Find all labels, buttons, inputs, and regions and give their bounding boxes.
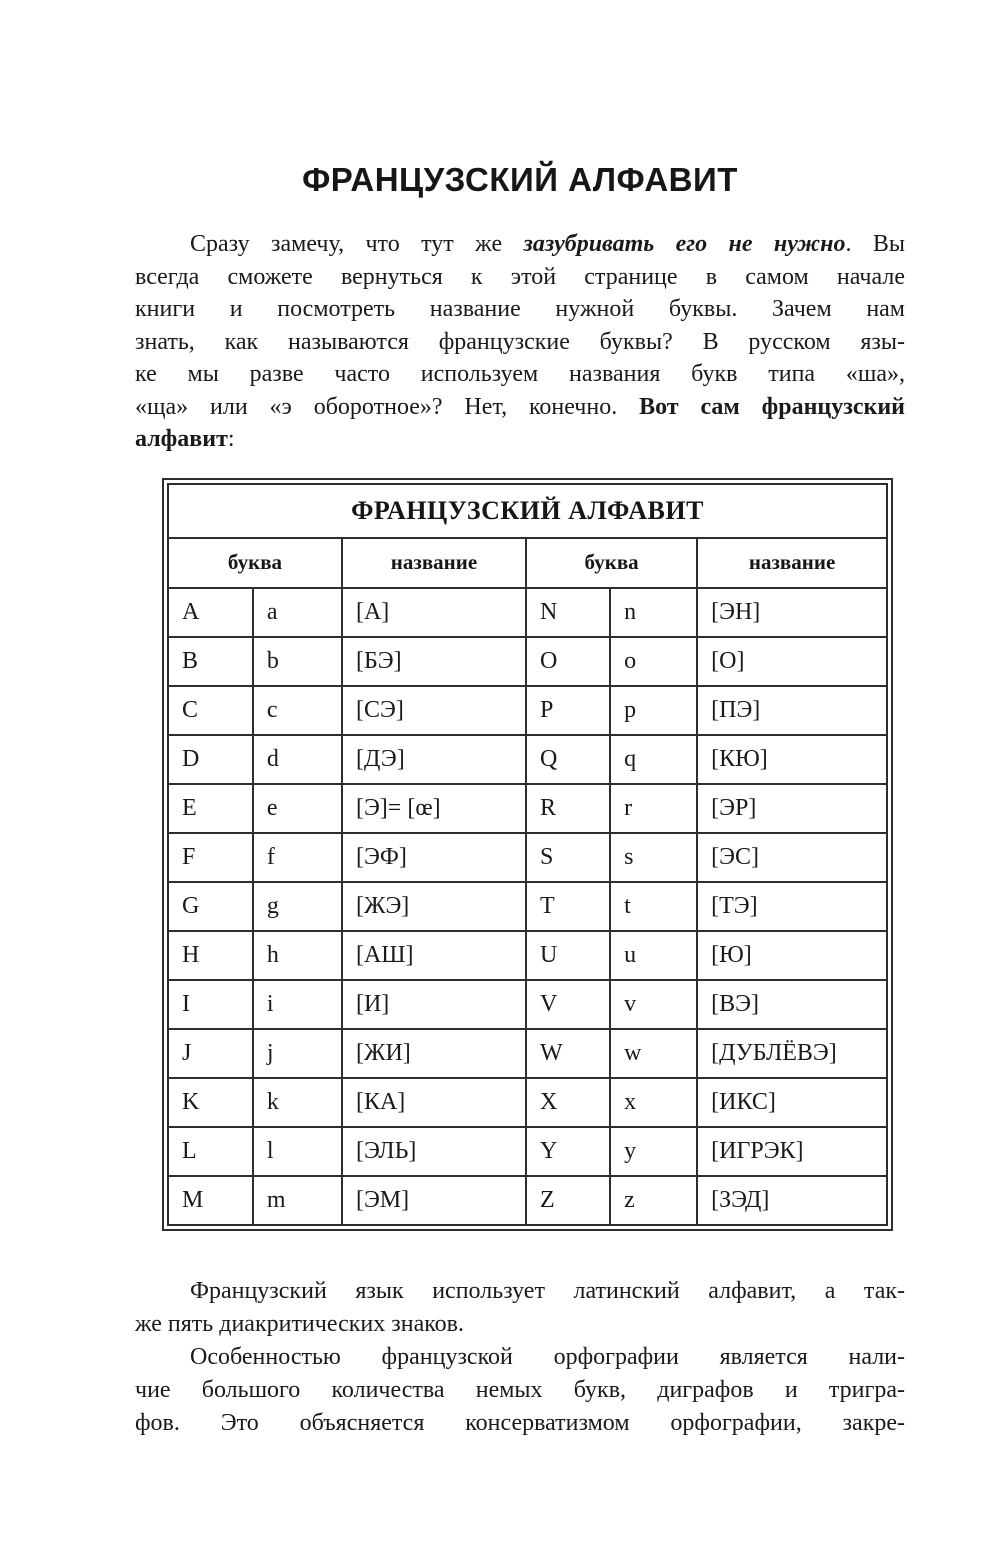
letter-name: [СЭ] (342, 686, 526, 735)
letter-name: [Ю] (697, 931, 887, 980)
outro-paragraph-2-line (135, 1374, 905, 1407)
letter-lowercase: n (610, 588, 697, 637)
table-row (168, 980, 887, 1029)
letter-uppercase: Z (526, 1176, 610, 1225)
letter-name: [Э]= [œ] (342, 784, 526, 833)
letter-uppercase: K (168, 1078, 253, 1127)
letter-uppercase: B (168, 637, 253, 686)
letter-lowercase: b (253, 637, 342, 686)
column-header: буква (526, 538, 697, 588)
letter-name: [ЖЭ] (342, 882, 526, 931)
letter-name: [ДЭ] (342, 735, 526, 784)
intro-line (135, 293, 905, 326)
letter-uppercase: R (526, 784, 610, 833)
letter-uppercase: T (526, 882, 610, 931)
letter-lowercase: x (610, 1078, 697, 1127)
table-title-row (168, 484, 887, 538)
letter-name: [ЭМ] (342, 1176, 526, 1225)
alphabet-rows (168, 588, 887, 1225)
letter-uppercase: H (168, 931, 253, 980)
letter-lowercase: p (610, 686, 697, 735)
letter-name: [А] (342, 588, 526, 637)
letter-name: [ИКС] (697, 1078, 887, 1127)
outro-paragraph-2-line (135, 1341, 905, 1374)
letter-name: [И] (342, 980, 526, 1029)
text-segment: фов. Это объясняется консерватизмом орфографии, закре- (135, 1409, 905, 1436)
letter-uppercase: Q (526, 735, 610, 784)
letter-lowercase: y (610, 1127, 697, 1176)
letter-lowercase: i (253, 980, 342, 1029)
column-header: название (342, 538, 526, 588)
letter-uppercase: C (168, 686, 253, 735)
letter-name: [КЮ] (697, 735, 887, 784)
letter-uppercase: F (168, 833, 253, 882)
letter-name: [ЭР] (697, 784, 887, 833)
column-header: буква (168, 538, 342, 588)
letter-name: [ДУБЛЁВЭ] (697, 1029, 887, 1078)
table-row (168, 588, 887, 637)
letter-uppercase: Y (526, 1127, 610, 1176)
table-row (168, 833, 887, 882)
text-segment: Особенностью французской орфографии является нали- (190, 1343, 905, 1370)
letter-lowercase: s (610, 833, 697, 882)
letter-uppercase: V (526, 980, 610, 1029)
letter-name: [ЗЭД] (697, 1176, 887, 1225)
text-segment: же пять диакритических знаков. (135, 1310, 465, 1337)
letter-name: [ВЭ] (697, 980, 887, 1029)
letter-lowercase: r (610, 784, 697, 833)
letter-name: [ЭН] (697, 588, 887, 637)
letter-lowercase: g (253, 882, 342, 931)
text-segment: зазубривать его не нужно (523, 231, 846, 257)
letter-uppercase: P (526, 686, 610, 735)
page-title: ФРАНЦУЗСКИЙ АЛФАВИТ (302, 161, 738, 198)
letter-lowercase: t (610, 882, 697, 931)
letter-lowercase: u (610, 931, 697, 980)
table-row (168, 784, 887, 833)
letter-name: [ЖИ] (342, 1029, 526, 1078)
letter-lowercase: l (253, 1127, 342, 1176)
intro-line (135, 423, 905, 456)
text-segment: «ща» или «э оборотное»? Нет, конечно. (135, 393, 640, 420)
letter-uppercase: O (526, 637, 610, 686)
letter-lowercase: a (253, 588, 342, 637)
letter-name: [ЭФ] (342, 833, 526, 882)
text-segment: книги и посмотреть название нужной буквы. Зачем нам (135, 296, 905, 322)
text-segment: Французский язык использует латинский алфавит, а так- (190, 1277, 905, 1304)
outro-paragraph-2-line (135, 1407, 905, 1440)
letter-uppercase: A (168, 588, 253, 637)
letter-lowercase: q (610, 735, 697, 784)
table-row (168, 735, 887, 784)
letter-name: [БЭ] (342, 637, 526, 686)
letter-uppercase: E (168, 784, 253, 833)
letter-lowercase: j (253, 1029, 342, 1078)
letter-lowercase: e (253, 784, 342, 833)
letter-name: [ИГРЭК] (697, 1127, 887, 1176)
letter-lowercase: f (253, 833, 342, 882)
text-segment: чие большого количества немых букв, диграфов и тригра- (135, 1376, 905, 1403)
table-row (168, 1176, 887, 1225)
letter-lowercase: k (253, 1078, 342, 1127)
text-segment: ке мы разве часто используем названия букв типа «ша», (135, 361, 905, 387)
letter-uppercase: G (168, 882, 253, 931)
letter-lowercase: v (610, 980, 697, 1029)
alphabet-table-frame (162, 478, 893, 1231)
letter-uppercase: S (526, 833, 610, 882)
letter-name: [АШ] (342, 931, 526, 980)
column-header-row (168, 538, 887, 588)
table-row (168, 686, 887, 735)
letter-uppercase: W (526, 1029, 610, 1078)
alphabet-table (167, 483, 888, 1226)
table-row (168, 1078, 887, 1127)
letter-name: [КА] (342, 1078, 526, 1127)
intro-line (135, 358, 905, 391)
text-segment: знать, как называются французские буквы? В русском язы- (135, 328, 905, 355)
letter-lowercase: h (253, 931, 342, 980)
letter-lowercase: w (610, 1029, 697, 1078)
letter-lowercase: m (253, 1176, 342, 1225)
text-segment: всегда сможете вернуться к этой странице в самом начале (135, 263, 905, 290)
text-segment: Вот сам французский (639, 393, 906, 420)
table-row (168, 1029, 887, 1078)
text-segment: : (227, 426, 235, 452)
letter-uppercase: X (526, 1078, 610, 1127)
letter-uppercase: N (526, 588, 610, 637)
letter-uppercase: L (168, 1127, 253, 1176)
letter-lowercase: c (253, 686, 342, 735)
intro-paragraph (135, 228, 905, 456)
letter-name: [О] (697, 637, 887, 686)
outro-paragraph-1-line (135, 1308, 905, 1341)
letter-uppercase: J (168, 1029, 253, 1078)
table-row (168, 882, 887, 931)
letter-uppercase: M (168, 1176, 253, 1225)
letter-name: [ПЭ] (697, 686, 887, 735)
letter-name: [ТЭ] (697, 882, 887, 931)
intro-line (135, 326, 905, 359)
letter-lowercase: o (610, 637, 697, 686)
letter-uppercase: I (168, 980, 253, 1029)
table-row (168, 1127, 887, 1176)
text-segment: . Вы (845, 231, 906, 257)
letter-uppercase: D (168, 735, 253, 784)
letter-name: [ЭС] (697, 833, 887, 882)
table-row (168, 931, 887, 980)
intro-line (135, 391, 905, 424)
column-header: название (697, 538, 887, 588)
intro-line (135, 228, 905, 261)
intro-line (135, 261, 905, 294)
letter-lowercase: d (253, 735, 342, 784)
letter-name: [ЭЛЬ] (342, 1127, 526, 1176)
letter-lowercase: z (610, 1176, 697, 1225)
letter-uppercase: U (526, 931, 610, 980)
outro-paragraphs (135, 1275, 905, 1440)
table-title: ФРАНЦУЗСКИЙ АЛФАВИТ (168, 484, 887, 538)
page-content (135, 0, 905, 1440)
text-segment: Сразу замечу, что тут же (190, 231, 524, 257)
outro-paragraph-1-line (135, 1275, 905, 1308)
table-row (168, 637, 887, 686)
text-segment: алфавит (135, 426, 228, 452)
